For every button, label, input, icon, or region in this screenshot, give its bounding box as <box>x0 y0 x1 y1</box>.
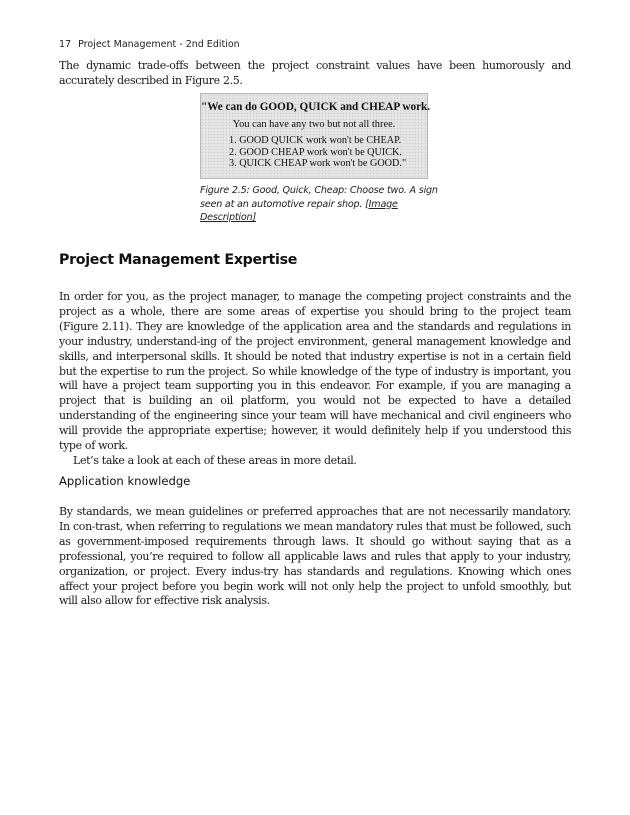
expertise-paragraph: In order for you, as the project manager, to manage the competing project constraints and the project as a whole, there are some areas of expertise you should bring to the project team (Figure 2.11). They are knowledge of the application area and the standards and regulations in your industry, understand-ing of the project environment, general management knowledge and skills, and interpersonal skills. It should be noted that industry expertise is not in a certain field but the expertise to run the project. So while knowledge of the type of industry is important, you will have a project team supporting you in this endeavor. For example, if you are managing a project that is building an oil platform, you would not be expected to have a detailed understanding of the engineering since your team will have mechanical and civil engineers who will provide the appropriate expertise; however, it would definitely help if you understood this type of work. <box>59 290 571 453</box>
sign-list <box>229 135 406 170</box>
standards-paragraph: By standards, we mean guidelines or preferred approaches that are not necessarily mandatory. In con-trast, when referring to regulations we mean mandatory rules that must be followed, such as government-imposed requirements through laws. It should go without saying that as a professional, you’re required to follow all applicable laws and rules that apply to your industry, organization, or project. Every indus-try has standards and regulations. Knowing which ones affect your project before you begin work will not only help the project to unfold smoothly, but will also allow for effective risk analysis. <box>59 505 571 608</box>
sign-item: 1. GOOD QUICK work won't be CHEAP. <box>229 135 402 146</box>
sign-item: 2. GOOD CHEAP work won't be QUICK. <box>229 146 402 158</box>
sign-title: "We can do GOOD, QUICK and CHEAP work. <box>201 101 431 113</box>
section-heading: Project Management Expertise <box>59 252 298 268</box>
sign-item: 3. QUICK CHEAP work won't be GOOD." <box>229 158 407 170</box>
figure-caption <box>200 184 440 225</box>
running-header <box>59 39 240 50</box>
subsection-heading: Application knowledge <box>59 474 191 488</box>
page-number: 17 <box>59 39 72 50</box>
figure-caption-text: Figure 2.5: Good, Quick, Cheap: Choose two. A sign seen at an automotive repair shop. <box>200 185 438 210</box>
expertise-paragraph: Let’s take a look at each of these areas in more detail. <box>73 453 357 467</box>
expertise-section-body <box>59 290 571 469</box>
book-title: Project Management - 2nd Edition <box>78 39 240 50</box>
sign-subtitle: You can have any two but not all three. <box>232 119 396 130</box>
image-description-link[interactable]: [Image Description] <box>200 198 398 223</box>
intro-paragraph: The dynamic trade-offs between the project constraint values have been humorously and accurately described in Figure 2.5. <box>59 59 571 87</box>
repair-shop-sign-image <box>200 93 431 179</box>
